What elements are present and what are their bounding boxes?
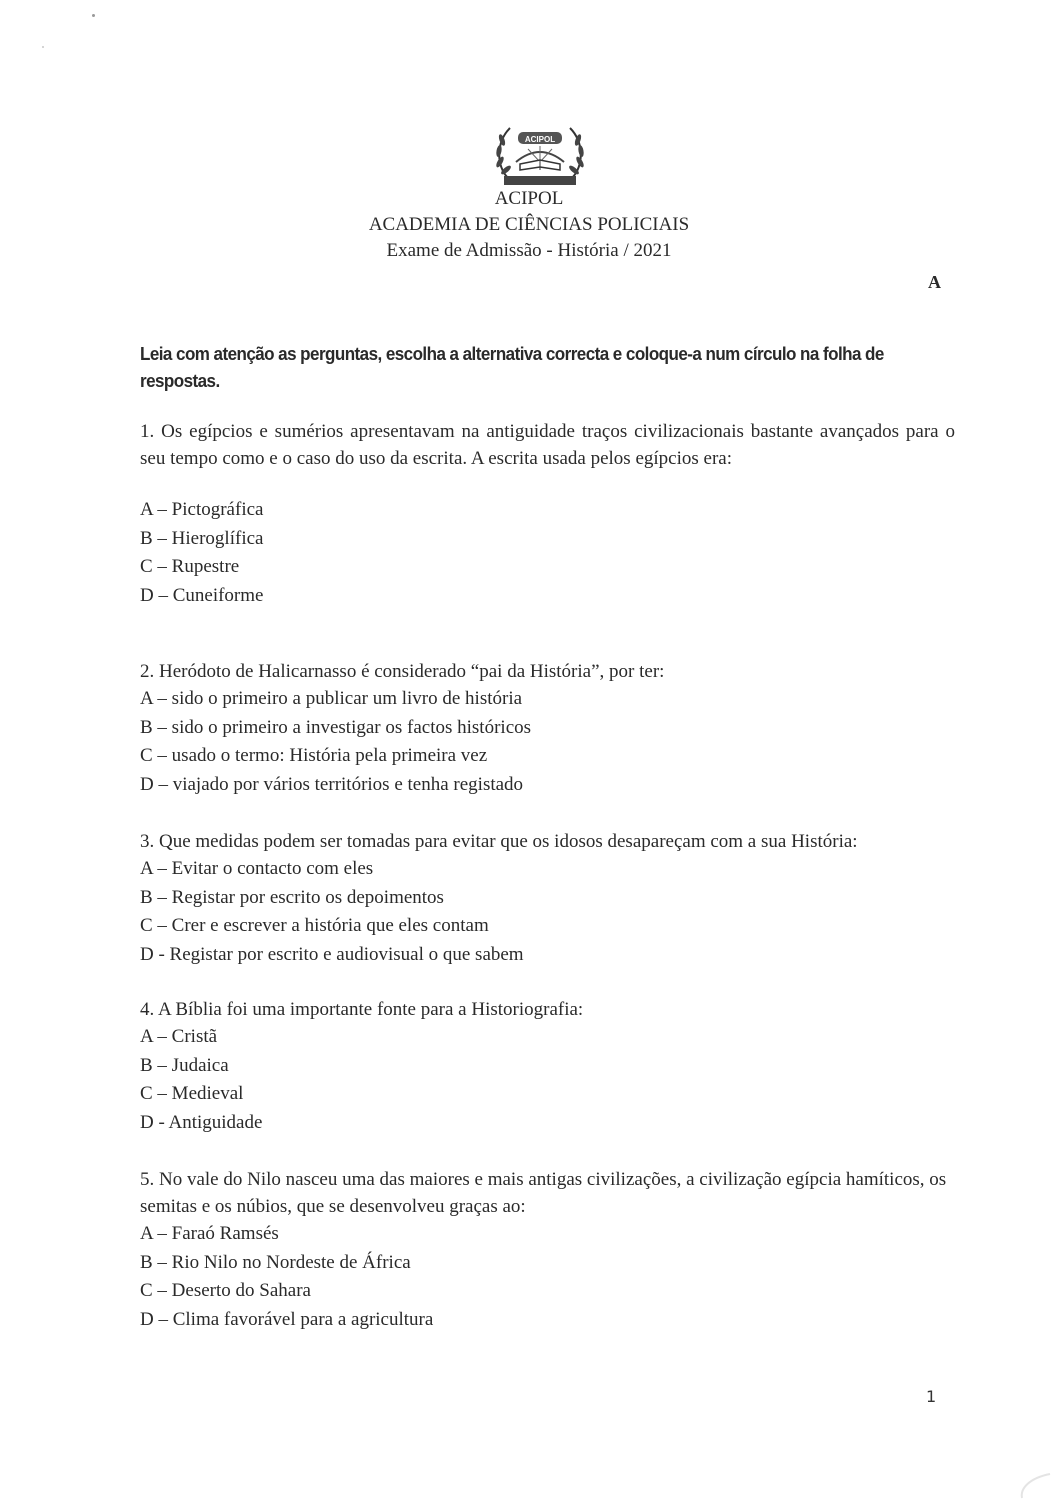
option-d: D - Registar por escrito e audiovisual o que sabem — [140, 943, 524, 965]
option-a: A – Faraó Ramsés — [140, 1223, 279, 1244]
institution-full-name: ACADEMIA DE CIÊNCIAS POLICIAIS — [368, 214, 690, 235]
option-c: C – usado o termo: História pela primeira vez — [140, 745, 488, 766]
option-b: B – sido o primeiro a investigar os factos históricos — [140, 716, 532, 738]
scan-speck — [92, 14, 95, 17]
option-a: A – Evitar o contacto com eles — [140, 858, 374, 879]
option-d: D - Antiguidade — [140, 1111, 263, 1133]
svg-text:ACIPOL: ACIPOL — [524, 135, 556, 144]
page-curl-mark — [1010, 1460, 1058, 1500]
scan-speck — [42, 46, 44, 48]
option-c: C – Rupestre — [140, 556, 240, 577]
question-2 — [140, 658, 955, 799]
option-b: B – Hieroglífica — [140, 527, 264, 549]
question-4 — [140, 996, 955, 1137]
institution-short-name: ACIPOL — [494, 188, 564, 209]
acipol-emblem-icon — [490, 118, 590, 190]
option-a: A – sido o primeiro a publicar um livro de história — [140, 688, 523, 709]
question-3 — [140, 828, 955, 969]
option-a: A – Pictográfica — [140, 499, 264, 520]
question-stem: 3. Que medidas podem ser tomadas para evitar que os idosos desapareçam com a sua História: — [140, 831, 858, 852]
question-stem: 5. No vale do Nilo nasceu uma das maiores e mais antigas civilizações, a civilização egípcia hamíticos, os semitas e os núbios, que se desenvolveu graças ao: — [140, 1169, 947, 1217]
option-c: C – Medieval — [140, 1083, 244, 1104]
option-b: B – Judaica — [140, 1054, 229, 1076]
page-number: 1 — [926, 1387, 937, 1406]
instructions: Leia com atenção as perguntas, escolha a alternativa correcta e coloque-a num círculo na folha de respostas. — [140, 343, 884, 391]
option-a: A – Cristã — [140, 1026, 218, 1047]
option-b: B – Rio Nilo no Nordeste de África — [140, 1251, 411, 1273]
option-d: D – viajado por vários territórios e tenha registado — [140, 773, 524, 795]
question-stem: 1. Os egípcios e sumérios apresentavam na antiguidade traços civilizacionais bastante avançados para o seu tempo como e o caso do uso da escrita. A escrita usada pelos egípcios era: — [140, 421, 955, 469]
question-5 — [140, 1166, 955, 1334]
question-stem: 2. Heródoto de Halicarnasso é considerado “pai da História”, por ter: — [140, 661, 665, 682]
exam-version-label: A — [928, 272, 941, 292]
option-b: B – Registar por escrito os depoimentos — [140, 886, 444, 908]
exam-title: Exame de Admissão - História / 2021 — [386, 240, 672, 261]
question-stem: 4. A Bíblia foi uma importante fonte para a Historiografia: — [140, 999, 584, 1020]
option-d: D – Cuneiforme — [140, 584, 264, 606]
option-c: C – Deserto do Sahara — [140, 1280, 311, 1301]
option-d: D – Clima favorável para a agricultura — [140, 1308, 434, 1330]
option-c: C – Crer e escrever a história que eles contam — [140, 915, 489, 936]
question-1 — [140, 418, 955, 610]
